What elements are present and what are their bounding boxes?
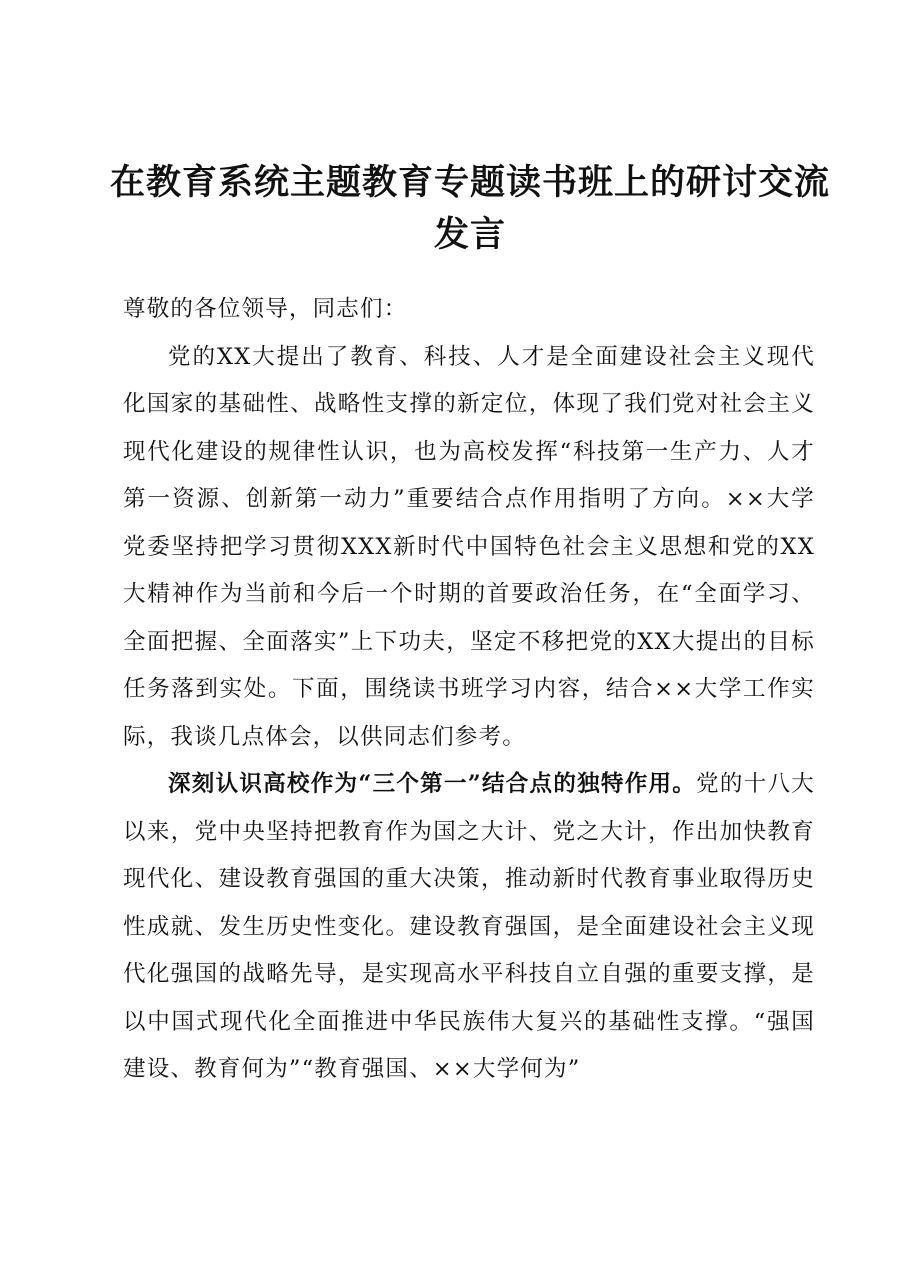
section-1-heading: 深刻认识高校作为“三个第一”结合点的独特作用。 <box>168 771 697 797</box>
paragraph-intro-text: 党的XX大提出了教育、科技、人才是全面建设社会主义现代化国家的基础性、战略性支撑的新定位，体现了我们党对社会主义现代化建设的规律性认识，也为高校发挥“科技第一生产力、人才第一资源、创新第一动力”重要结合点作用指明了方向。××大学党委坚持把学习贯彻XXX新时代中国特色社会主义思想和党的XX大精神作为当前和今后一个时期的首要政治任务，在“全面学习、全面把握、全面落实”上下功夫，坚定不移把党的XX大提出的目标任务落到实处。下面，围绕读书班学习内容，结合××大学工作实际，我谈几点体会，以供同志们参考。 <box>123 343 815 750</box>
paragraph-intro <box>123 334 815 762</box>
paragraph-section-1-text: 党的十八大以来，党中央坚持把教育作为国之大计、党之大计，作出加快教育现代化、建设教育强国的重大决策，推动新时代教育事业取得历史性成就、发生历史性变化。建设教育强国，是全面建设社会主义现代化强国的战略先导，是实现高水平科技自立自强的重要支撑，是以中国式现代化全面推进中华民族伟大复兴的基础性支撑。“强国建设、教育何为”“教育强国、××大学何为” <box>123 771 815 1082</box>
salutation: 尊敬的各位领导，同志们： <box>123 296 408 322</box>
paragraph-section-1 <box>123 761 815 1094</box>
document-body <box>123 286 815 1094</box>
document-title: 在教育系统主题教育专题读书班上的研讨交流发言 <box>110 162 831 255</box>
